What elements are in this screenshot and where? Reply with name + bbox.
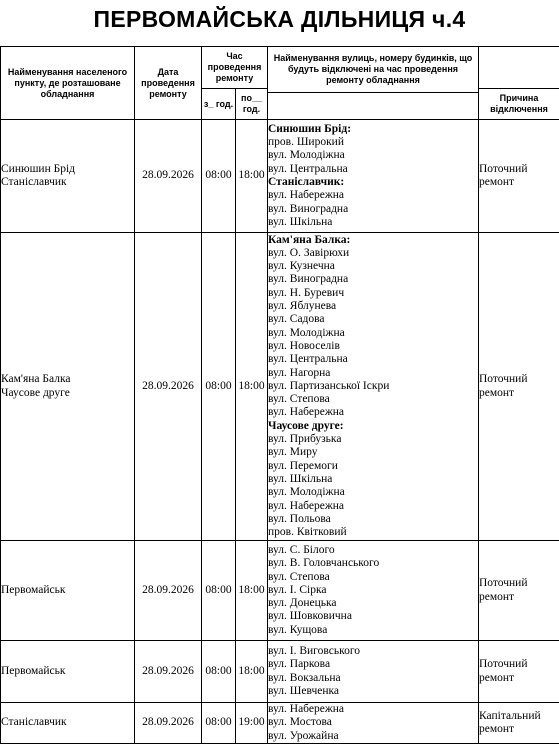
settlement-column-header: Найменування населеного пункту, де розташоване обладнання: [1, 47, 135, 120]
street-item: вул. І. Сірка: [268, 583, 327, 596]
reason-cell: Поточний ремонт: [479, 233, 559, 541]
street-item: вул. І. Виговського: [268, 644, 360, 657]
street-item: вул. Садова: [268, 313, 325, 326]
reason-cell: Поточний ремонт: [479, 641, 559, 703]
settlement-name: Кам'яна Балка: [1, 373, 71, 386]
street-item: вул. Набережна: [268, 499, 345, 512]
settlement-name: Станіславчик: [1, 176, 67, 188]
street-item: вул. Паркова: [268, 658, 331, 671]
street-item: вул. Набережна: [268, 406, 345, 419]
settlement-name: Синюшин Брід: [1, 162, 76, 175]
time-from-cell: 08:00: [202, 541, 236, 641]
time-column-header: Час проведення ремонту: [202, 47, 268, 89]
settlement-subheading: Чаусове друге:: [268, 419, 344, 432]
streets-header-spacer: [268, 93, 479, 120]
settlement-name: Первомайськ: [1, 583, 66, 596]
reason-column-header: Причина відключення: [479, 89, 559, 120]
date-cell: 28.09.2026: [135, 641, 202, 703]
settlement-subheading: Станіславчик:: [268, 176, 345, 188]
street-item: вул. Виноградна: [268, 273, 349, 286]
time-from-cell: 08:00: [202, 233, 236, 541]
street-item: вул. Вокзальна: [268, 671, 341, 684]
street-item: вул. Степова: [268, 393, 330, 406]
reason-cell: Поточний ремонт: [479, 541, 559, 641]
date-cell: 28.09.2026: [135, 541, 202, 641]
settlement-cell: [1, 541, 135, 641]
street-item: вул. О. Завірюхи: [268, 246, 350, 259]
settlement-cell: [1, 703, 135, 744]
table-row: [1, 703, 559, 744]
time-from-cell: 08:00: [202, 641, 236, 703]
settlement-cell: [1, 120, 135, 233]
page-title: ПЕРВОМАЙСЬКА ДІЛЬНИЦЯ ч.4: [93, 6, 466, 32]
street-item: вул. Молодіжна: [268, 149, 345, 162]
streets-cell: [268, 541, 479, 641]
street-item: вул. Молодіжна: [268, 326, 345, 339]
table-row: [1, 233, 559, 541]
street-item: вул. Кущова: [268, 623, 328, 636]
table-row: [1, 641, 559, 703]
streets-cell: [268, 703, 479, 744]
street-item: вул. Прибузька: [268, 433, 342, 446]
streets-cell: [268, 641, 479, 703]
time-to-header: по__ год.: [236, 89, 268, 120]
street-item: вул. Донецька: [268, 597, 337, 610]
street-item: вул. Перемоги: [268, 459, 338, 472]
street-item: пров. Квітковий: [268, 526, 347, 539]
date-cell: 28.09.2026: [135, 703, 202, 744]
street-item: вул. Центральна: [268, 162, 348, 175]
time-to-cell: 19:00: [236, 703, 268, 744]
date-column-header: Дата проведення ремонту: [135, 47, 202, 120]
streets-cell: [268, 120, 479, 233]
time-from-cell: 08:00: [202, 120, 236, 233]
time-to-cell: 18:00: [236, 120, 268, 233]
time-from-cell: 08:00: [202, 703, 236, 744]
street-item: пров. Широкий: [268, 136, 344, 149]
table-row: [1, 541, 559, 641]
street-item: вул. Шевченка: [268, 684, 340, 697]
street-item: вул. Шовковична: [268, 610, 352, 623]
settlement-cell: [1, 641, 135, 703]
time-to-cell: 18:00: [236, 233, 268, 541]
reason-cell: Поточний ремонт: [479, 120, 559, 233]
settlement-subheading: Синюшин Брід:: [268, 122, 352, 135]
settlement-name: Станіславчик: [1, 716, 67, 729]
street-item: вул. Набережна: [268, 703, 345, 716]
street-item: вул. Набережна: [268, 189, 345, 202]
reason-cell: Капітальний ремонт: [479, 703, 559, 744]
street-item: вул. Шкільна: [268, 472, 333, 485]
outage-schedule-table: [0, 46, 559, 744]
street-item: вул. Центральна: [268, 353, 348, 366]
street-item: вул. Степова: [268, 570, 330, 583]
street-item: вул. В. Головчанського: [268, 557, 380, 570]
time-to-cell: 18:00: [236, 541, 268, 641]
street-item: вул. Яблунева: [268, 300, 337, 313]
street-item: вул. Мостова: [268, 716, 332, 729]
street-item: вул. Кузнечна: [268, 260, 335, 273]
street-item: вул. Шкільна: [268, 215, 333, 228]
street-item: вул. Польова: [268, 512, 331, 525]
settlement-cell: [1, 233, 135, 541]
table-row: [1, 120, 559, 233]
date-cell: 28.09.2026: [135, 233, 202, 541]
street-item: вул. Виноградна: [268, 202, 349, 215]
time-to-cell: 18:00: [236, 641, 268, 703]
date-cell: 28.09.2026: [135, 120, 202, 233]
settlement-subheading: Кам'яна Балка:: [268, 233, 351, 246]
settlement-name: Первомайськ: [1, 664, 66, 677]
street-item: вул. Н. Буревич: [268, 286, 345, 299]
streets-column-header: Найменування вулиць, номеру будинків, що будуть відключені на час проведення ремонту обладнання: [268, 47, 479, 93]
street-item: вул. С. Білого: [268, 543, 335, 556]
streets-cell: [268, 233, 479, 541]
street-item: вул. Молодіжна: [268, 486, 345, 499]
settlement-name: Чаусове друге: [1, 386, 70, 399]
street-item: вул. Миру: [268, 446, 318, 459]
street-item: вул. Урожайна: [268, 729, 339, 742]
street-item: вул. Партизанської Іскри: [268, 379, 390, 392]
street-item: вул. Нагорна: [268, 366, 331, 379]
header-spacer: [479, 47, 559, 89]
time-from-header: з_ год.: [202, 89, 236, 120]
street-item: вул. Новоселів: [268, 339, 340, 352]
